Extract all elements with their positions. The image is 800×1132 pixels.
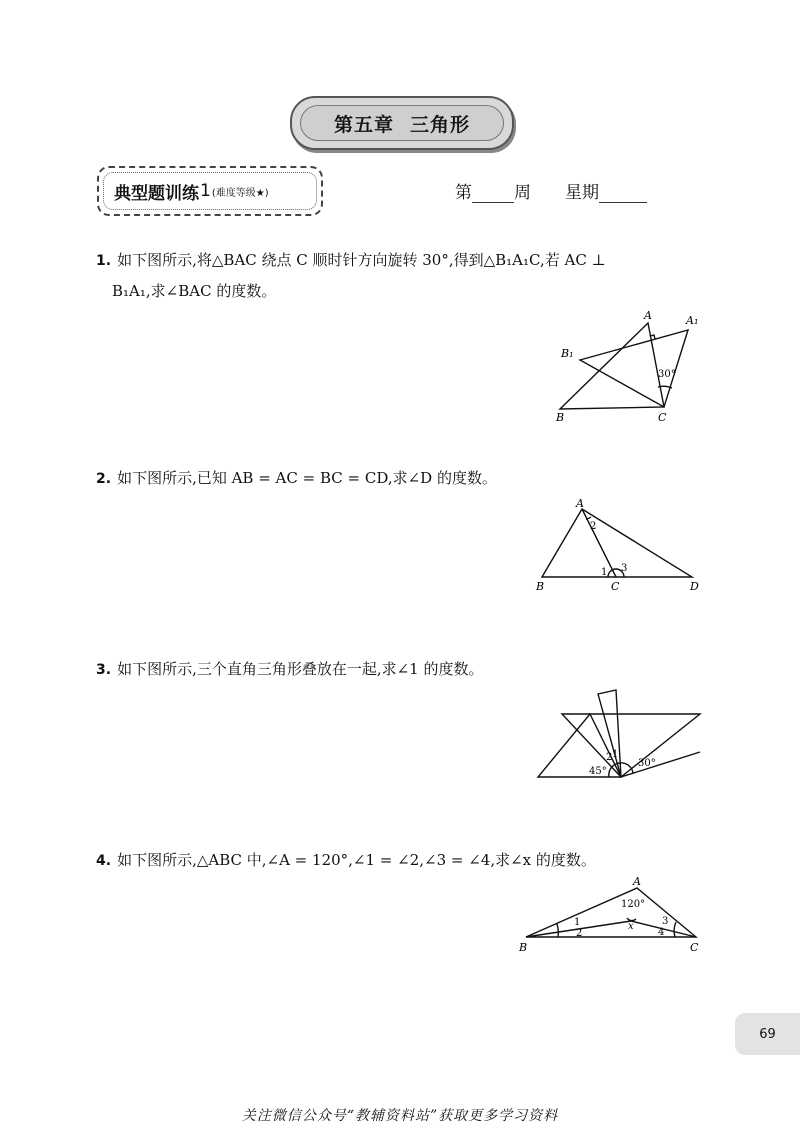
label-C: C [658,411,667,424]
problem-number: 2. [96,471,112,487]
problem-text-cont: B₁A₁,求∠BAC 的度数。 [112,282,277,300]
page-number: 69 [735,1013,800,1055]
label-angle-2: 2 [576,928,583,939]
label-B1: B₁ [561,347,574,360]
problem-text: 如下图所示,将△BAC 绕点 C 顺时针方向旋转 30°,得到△B₁A₁C,若 AC ⊥ [117,251,606,269]
label-B: B [536,580,545,593]
problem-number: 3. [96,662,112,678]
label-30-deg: 30° [658,369,676,380]
label-120-deg: 120° [621,899,646,910]
label-angle-1: 1 [574,917,581,928]
problem-text: 如下图所示,已知 AB = AC = BC = CD,求∠D 的度数。 [117,469,497,487]
problem-number: 4. [96,853,112,869]
triangle-abd [542,509,692,577]
footer-note: 关注微信公众号“教辅资料站”获取更多学习资料 [241,1108,559,1124]
week-line [455,178,647,203]
label-30-deg: 30° [638,758,656,769]
triangle-left [538,714,621,777]
figure-1 [550,305,710,430]
figure-3 [530,686,710,786]
practice-number: 1 [200,181,211,201]
week-blank[interactable] [472,184,514,203]
week-di: 第 [455,183,472,203]
label-angle-1: 1 [601,567,608,578]
chapter-banner [290,96,514,150]
label-B: B [556,411,565,424]
label-A: A [576,497,584,510]
problem-number: 1. [96,253,112,269]
segment-right [621,752,700,777]
label-45-deg: 45° [589,766,607,777]
figure-4 [515,872,710,957]
label-angle-2: 2 [606,752,613,763]
chapter-label: 第五章 [333,113,394,136]
label-angle-3: 3 [621,563,628,574]
label-angle-3: 3 [662,916,669,927]
weekday-blank[interactable] [599,184,647,203]
problem-text: 如下图所示,三个直角三角形叠放在一起,求∠1 的度数。 [117,660,484,678]
chapter-title [300,105,504,141]
label-C: C [690,941,699,954]
problem-1 [96,245,716,306]
label-A: A [633,875,641,888]
week-zhou: 周 [514,183,531,203]
practice-box [97,166,323,216]
difficulty-label: (难度等级★) [211,187,269,199]
label-angle-2: 2 [590,521,597,532]
problem-text: 如下图所示,△ABC 中,∠A = 120°,∠1 = ∠2,∠3 = ∠4,求∠x 的度数。 [117,851,596,869]
triangle-bac [560,323,664,409]
weekday-label: 星期 [565,183,599,203]
label-A1: A₁ [686,314,699,327]
chapter-name: 三角形 [410,113,471,136]
label-angle-1: 1 [612,749,619,760]
practice-title: 典型题训练 [114,183,199,204]
triangle-abc [526,888,696,937]
label-angle-4: 4 [658,927,665,938]
label-D: D [690,580,699,593]
label-A: A [644,309,652,322]
problem-3 [96,654,716,685]
label-x: x [628,921,634,932]
problem-2 [96,463,716,494]
label-B: B [519,941,528,954]
label-C: C [611,580,620,593]
angle-c-arc [674,922,676,937]
figure-2 [530,495,710,595]
angle-b-arc [557,924,558,937]
